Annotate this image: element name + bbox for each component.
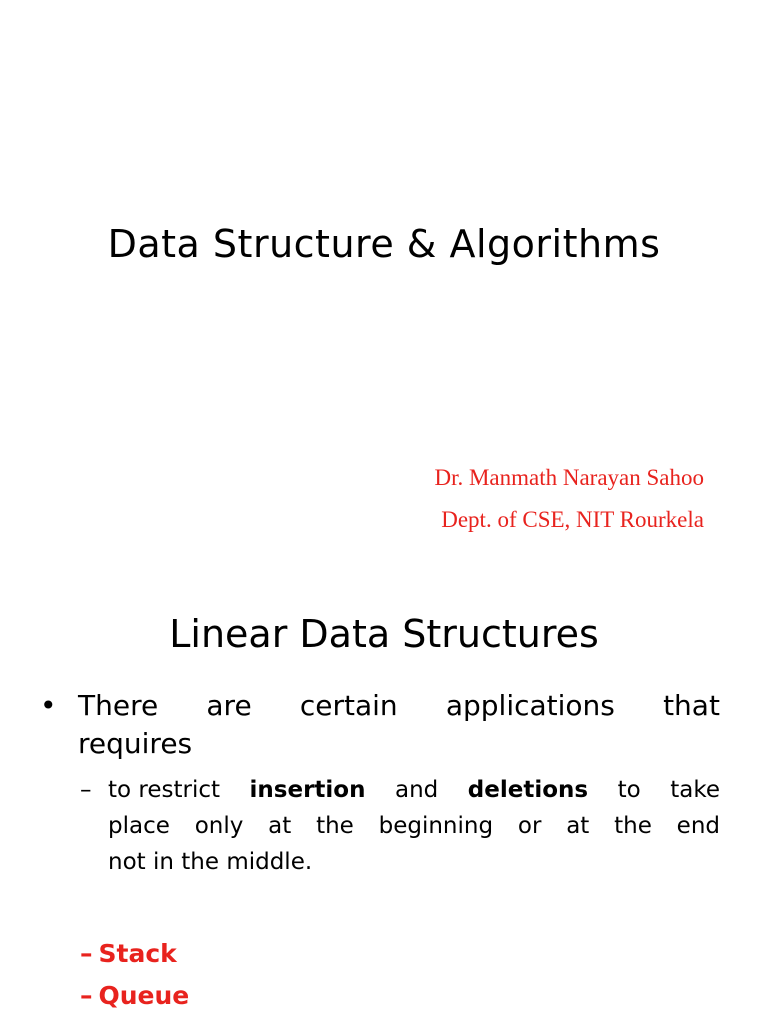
sub-line-1: [108, 772, 720, 808]
sub-word: place: [108, 813, 170, 839]
example-stack: [80, 936, 177, 972]
bullet-text: [78, 688, 720, 764]
sub-bullet-text: [108, 772, 720, 880]
bullet-line-2: requires: [78, 727, 193, 760]
sub-text: take: [670, 777, 720, 803]
sub-word: end: [676, 813, 720, 839]
bullet-word: There: [78, 689, 159, 722]
sub-word: or: [517, 813, 542, 839]
example-marker: –: [80, 939, 93, 968]
example-queue: [80, 978, 189, 1014]
sub-text: to restrict: [108, 777, 221, 803]
sub-line-3: not in the middle.: [108, 849, 313, 875]
sub-word: the: [316, 813, 354, 839]
example-label: Queue: [98, 981, 190, 1010]
sub-word: the: [614, 813, 652, 839]
bullet-word: are: [206, 689, 252, 722]
author-name: Dr. Manmath Narayan Sahoo: [434, 465, 704, 490]
section-heading: Linear Data Structures: [169, 612, 599, 656]
example-label: Stack: [98, 939, 177, 968]
sub-bullet-marker: –: [80, 777, 92, 803]
sub-word: only: [194, 813, 244, 839]
sub-word: beginning: [378, 813, 494, 839]
bullet-line-1: [78, 688, 720, 724]
bullet-word: that: [663, 689, 720, 722]
sub-word: at: [268, 813, 292, 839]
bullet-word: certain: [299, 689, 398, 722]
sub-line-2: [108, 808, 720, 844]
keyword-insertion: insertion: [249, 777, 366, 803]
author-department: Dept. of CSE, NIT Rourkela: [441, 507, 704, 532]
bullet-marker: •: [40, 689, 57, 722]
sub-text: and: [395, 777, 439, 803]
slide-title: Data Structure & Algorithms: [107, 222, 661, 266]
example-marker: –: [80, 981, 93, 1010]
sub-text: to: [617, 777, 641, 803]
sub-word: at: [566, 813, 590, 839]
keyword-deletions: deletions: [467, 777, 589, 803]
bullet-word: applications: [445, 689, 615, 722]
